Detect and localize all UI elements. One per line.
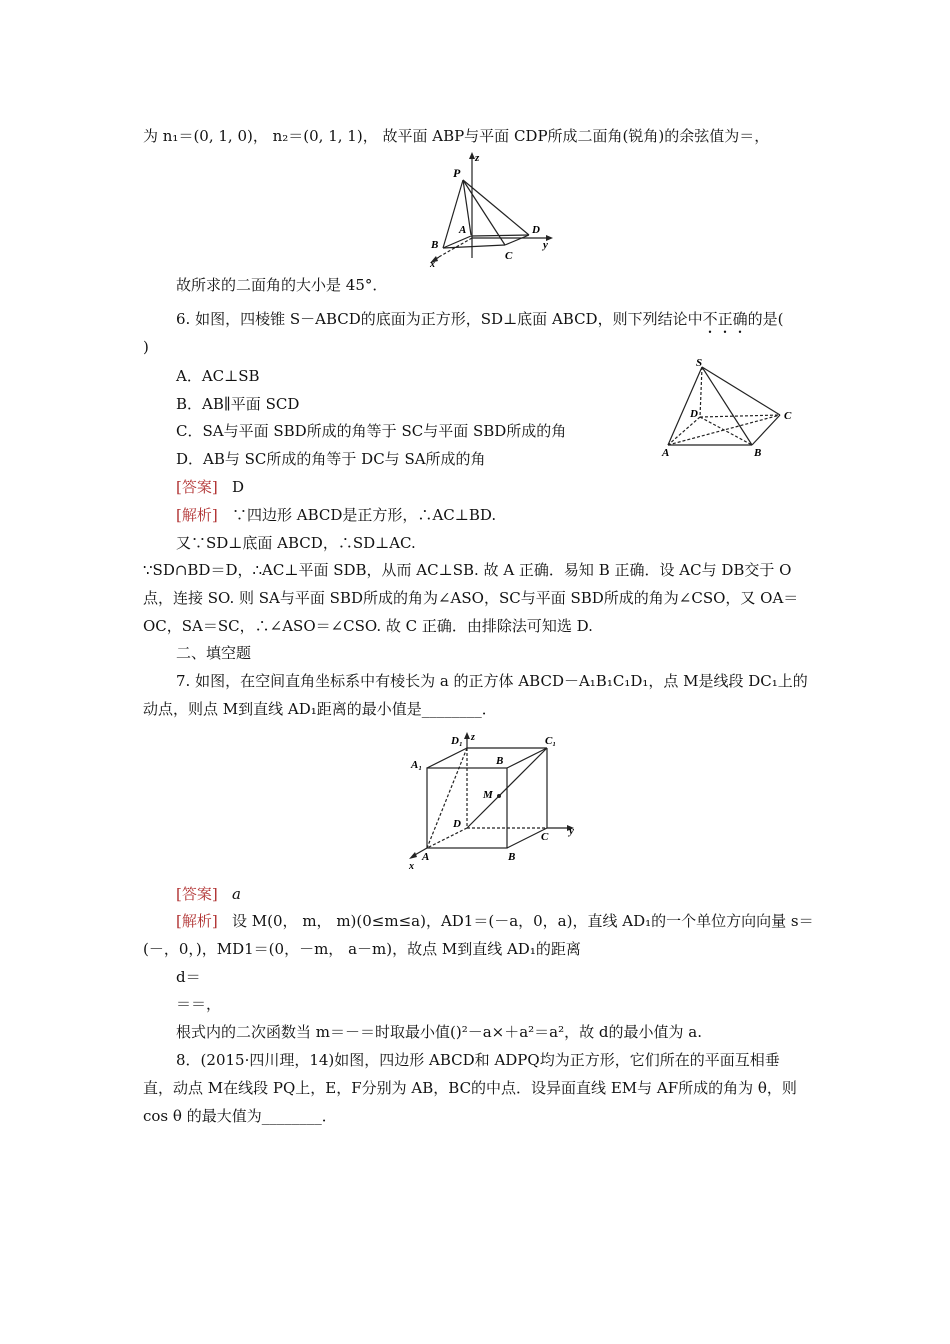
- answer-tag: [答案]: [176, 478, 218, 496]
- analysis-text: ∵四边形 ABCD是正方形，∴AC⊥BD.: [232, 506, 497, 524]
- question-6-answer: [176, 477, 244, 497]
- vertex-c-label: C: [541, 831, 549, 843]
- question-6-analysis-line-5: OC，SA＝SC，∴∠ASO＝∠CSO. 故 C 正确．由排除法可知选 D.: [143, 617, 593, 635]
- axis-y-label: y: [569, 825, 574, 837]
- analysis-tag: [解析]: [176, 506, 218, 524]
- analysis-text: 设 M(0， m， m)(0≤m≤a)，AD1＝(－a，0，a)，直线 AD₁的一个单位方向向量 s＝: [232, 912, 814, 930]
- question-6-stem: [176, 309, 783, 337]
- question-6-option-a: A．AC⊥SB: [176, 367, 260, 385]
- analysis-tag: [解析]: [176, 912, 218, 930]
- question-7-stem-line-2: 动点，则点 M到直线 AD₁距离的最小值是________．: [143, 700, 497, 718]
- vertex-c1-label: C₁: [545, 735, 557, 747]
- vertex-b-label: B: [754, 447, 762, 459]
- axis-z-label: z: [475, 152, 480, 164]
- axis-x-label: x: [430, 259, 435, 268]
- question-7-analysis-line-3: d＝: [176, 968, 201, 986]
- answer-tag: [答案]: [176, 885, 218, 903]
- question-7-analysis-line-2: (－，0，)，MD1＝(0，－m， a－m)，故点 M到直线 AD₁的距离: [143, 940, 581, 958]
- question-6-analysis-line-3: ∵SD∩BD＝D，∴AC⊥平面 SDB，从而 AC⊥SB. 故 A 正确．易知 B 正确．设 AC与 DB交于 O: [143, 561, 792, 579]
- vertex-a1-label: A₁: [411, 759, 423, 771]
- question-6-option-b: B．AB∥平面 SCD: [176, 395, 300, 413]
- question-6-analysis-line-4: 点，连接 SO. 则 SA与平面 SBD所成的角为∠ASO，SC与平面 SBD所成的角为∠CSO，又 OA＝: [143, 589, 799, 607]
- vertex-b-label: B: [431, 239, 439, 251]
- text-line-p2: 故所求的二面角的大小是 45°．: [176, 276, 388, 294]
- question-6-option-c: C．SA与平面 SBD所成的角等于 SC与平面 SBD所成的角: [176, 422, 567, 440]
- vertex-c-label: C: [505, 250, 513, 262]
- vertex-d-label: D: [690, 408, 698, 420]
- vertex-a-label: A: [459, 224, 467, 236]
- answer-value: a: [232, 885, 241, 903]
- vertex-d1-label: D₁: [451, 735, 463, 747]
- vertex-b-label: B: [508, 851, 516, 863]
- question-7-analysis-line-1: [176, 911, 814, 931]
- question-7-analysis-line-5: 根式内的二次函数当 m＝－＝时取最小值()²－a×＋a²＝a²，故 d的最小值为 a.: [176, 1023, 702, 1041]
- question-7-answer: [176, 884, 241, 904]
- question-8-line-2: 直，动点 M在线段 PQ上，E，F分别为 AB，BC的中点．设异面直线 EM与 AF所成的角为 θ，则: [143, 1079, 797, 1097]
- section-heading-fill-in: 二、填空题: [176, 644, 252, 662]
- vertex-a-label: A: [422, 851, 430, 863]
- answer-value: D: [232, 478, 245, 496]
- cube-figure: [405, 730, 585, 874]
- question-6-analysis-line-1: [176, 505, 496, 525]
- question-6-option-d: D．AB与 SC所成的角等于 DC与 SA所成的角: [176, 450, 486, 468]
- question-6-stem-a: 6. 如图，四棱锥 S－ABCD的底面为正方形，SD⊥底面 ABCD，则下列结论中: [176, 310, 703, 328]
- point-m-label: M: [483, 789, 493, 801]
- vertex-a-label: A: [662, 447, 670, 459]
- vertex-b1-label: B: [496, 755, 504, 767]
- question-6-stem-b: 的是(: [747, 310, 784, 328]
- vertex-d-label: D: [453, 818, 461, 830]
- axis-z-label: z: [471, 732, 475, 743]
- question-8-line-3: cos θ 的最大值为________．: [143, 1107, 337, 1125]
- question-7-stem-line-1: 7. 如图，在空间直角坐标系中有棱长为 a 的正方体 ABCD－A₁B₁C₁D₁，点 M是线段 DC₁上的: [176, 672, 808, 690]
- question-6-emphasis: 不正确: [702, 310, 748, 328]
- vertex-s-label: S: [696, 357, 703, 369]
- vertex-p-label: P: [453, 166, 461, 180]
- question-6-analysis-line-2: 又∵SD⊥底面 ABCD，∴SD⊥AC.: [176, 534, 416, 552]
- question-6-stem-end: ): [143, 338, 149, 356]
- question-8-line-1: 8．(2015·四川理，14)如图，四边形 ABCD和 ADPQ均为正方形，它们所在的平面互相垂: [176, 1051, 780, 1069]
- pyramid-figure-1: [425, 150, 560, 272]
- pyramid-figure-2: [660, 355, 800, 464]
- vertex-d-label: D: [532, 224, 540, 236]
- vertex-c-label: C: [784, 410, 792, 422]
- question-7-analysis-line-4: ＝＝，: [176, 995, 222, 1013]
- text-line-p1: 为 n₁＝(0, 1, 0)， n₂＝(0, 1, 1)， 故平面 ABP与平面 CDP所成二面角(锐角)的余弦值为＝，: [143, 127, 770, 145]
- axis-y-label: y: [543, 239, 548, 251]
- axis-x-label: x: [409, 861, 414, 870]
